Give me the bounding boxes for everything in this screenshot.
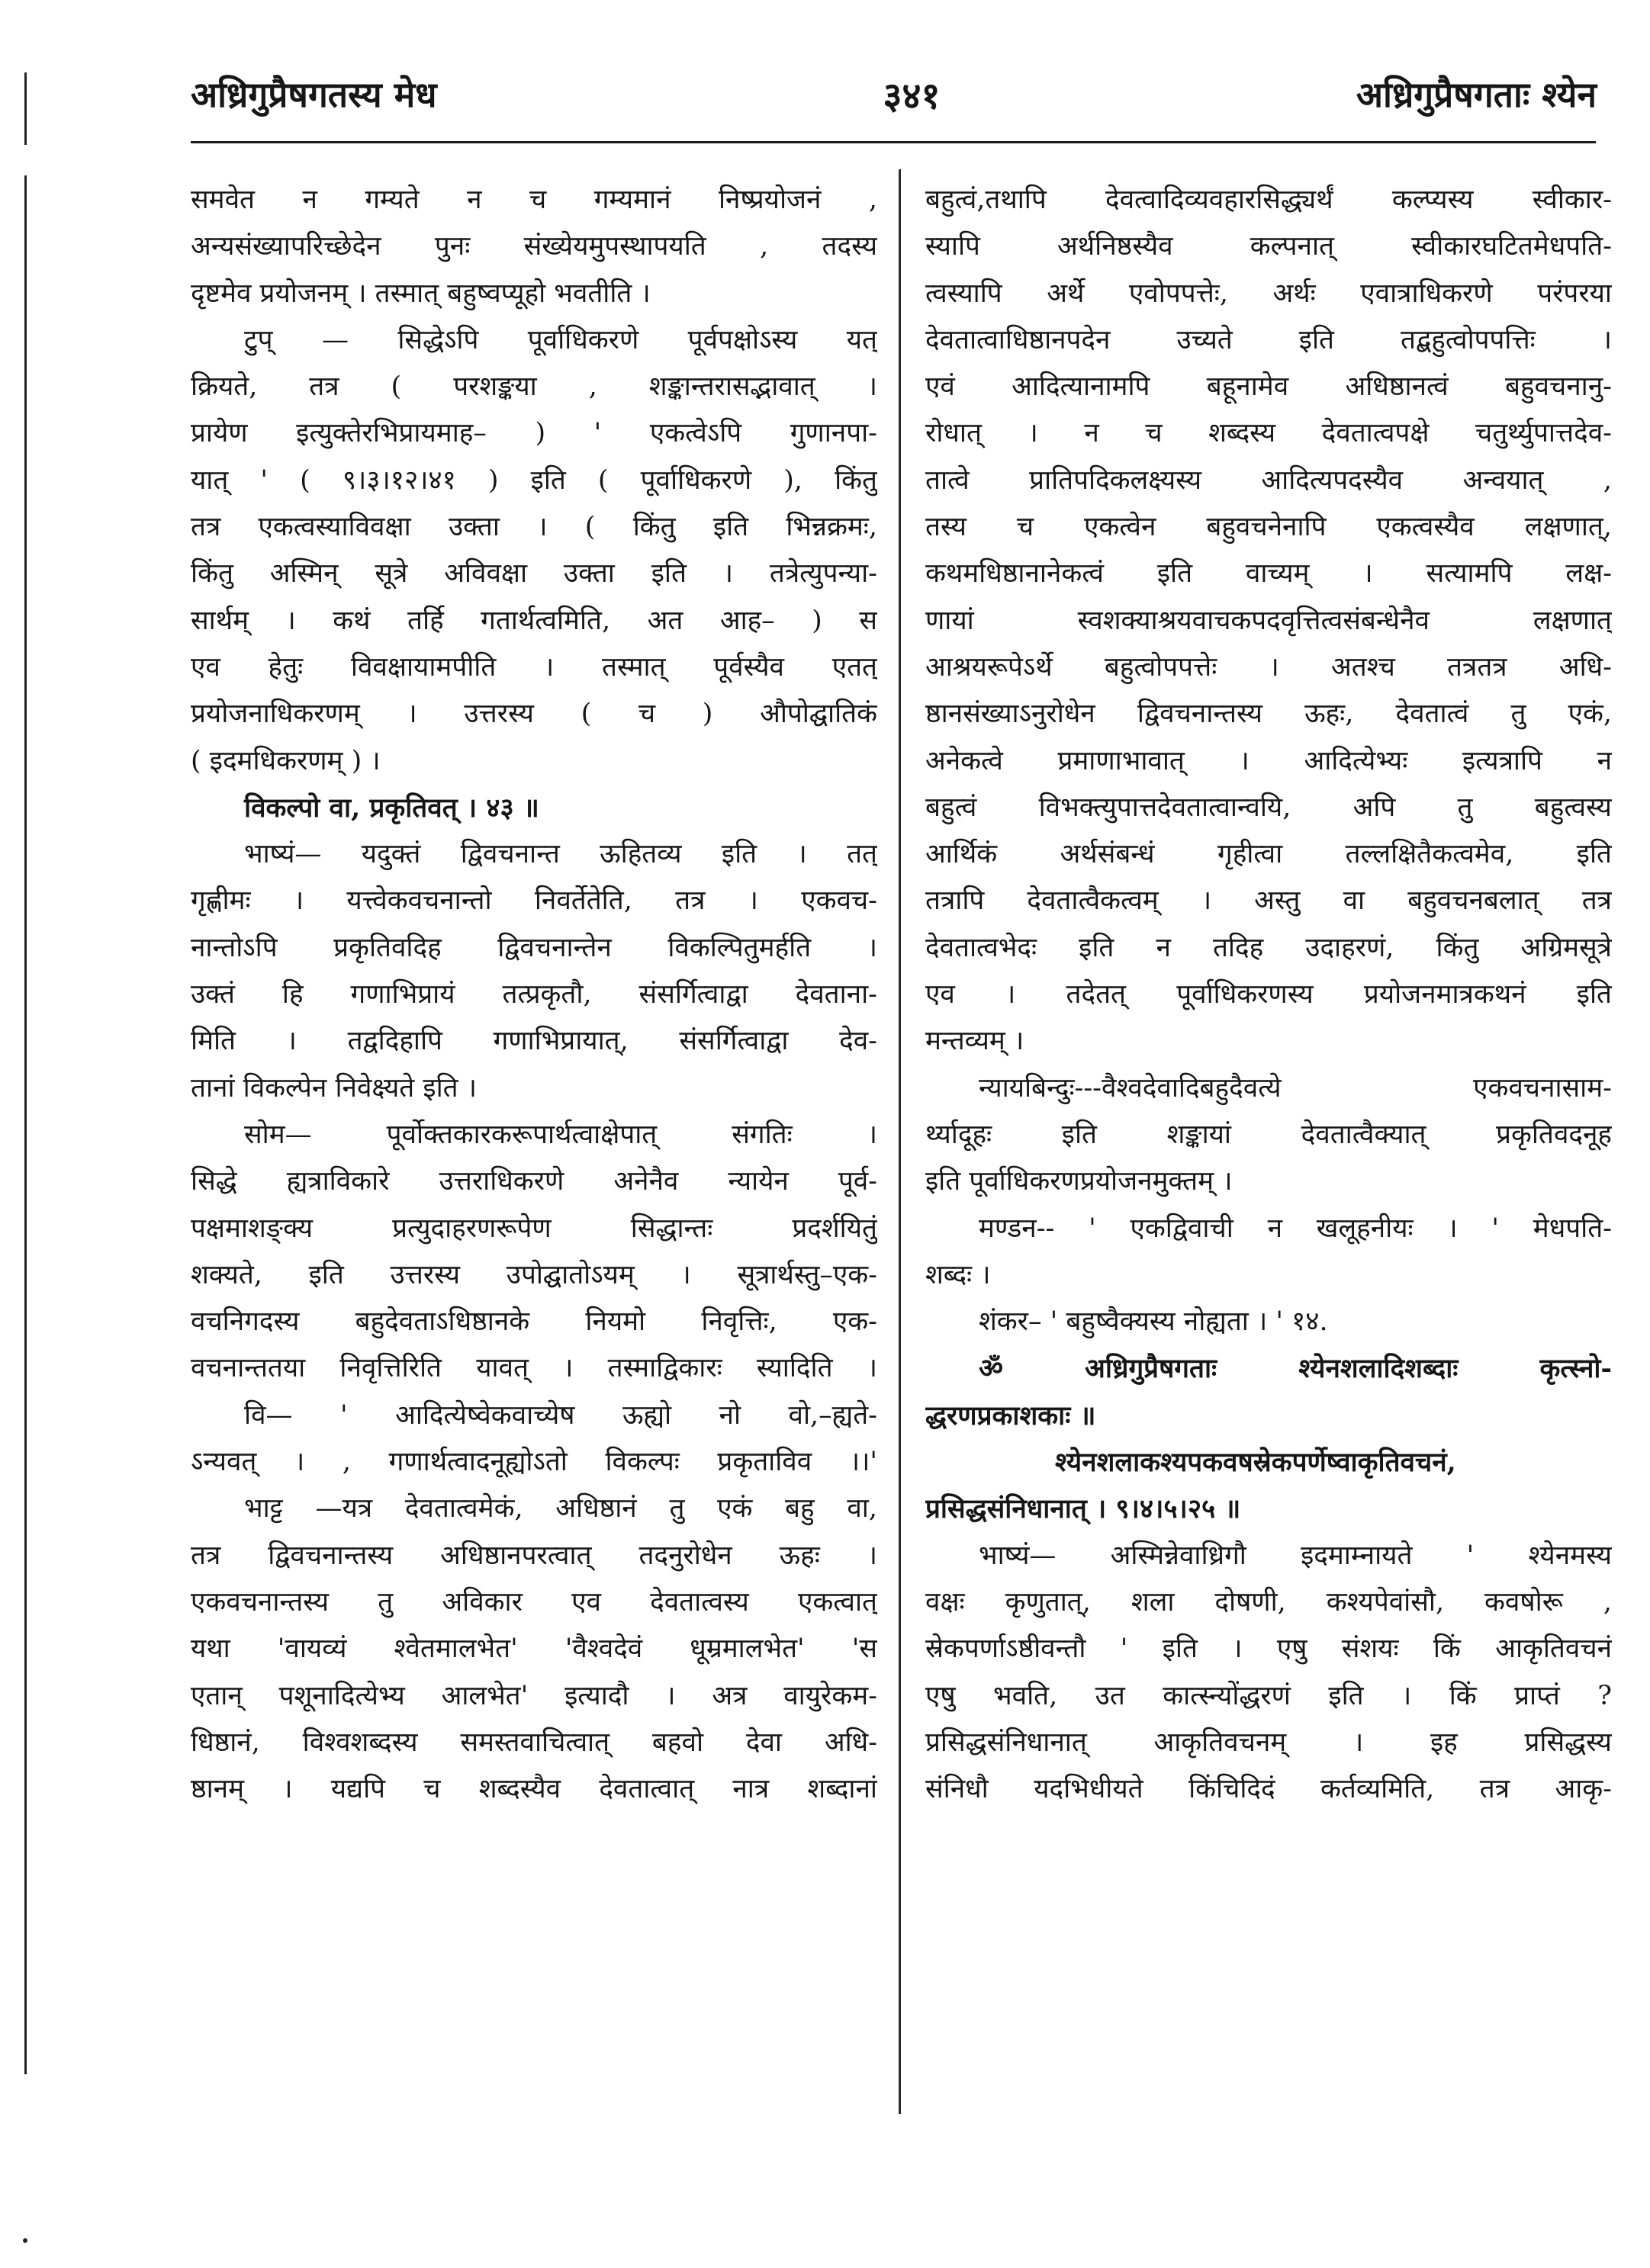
text-line: पक्षमाशङ्क्य प्रत्युदाहरणरूपेण सिद्धान्तः प्रदर्शयितुं xyxy=(191,1213,877,1244)
text-line: बहुत्वं,तथापि देवत्वादिव्यवहारसिद्ध्यर्थं कल्प्यस्य स्वीकार- xyxy=(925,185,1612,215)
text-line: भाष्यं— अस्मिन्नेवाध्रिगौ इदमाम्नायते ' श्येनमस्य xyxy=(979,1540,1612,1571)
text-line: क्रियते, तत्र ( परशङ्कया , शङ्कान्तरासद्भावात् । xyxy=(191,371,877,403)
right-column xyxy=(925,177,1612,1813)
text-line: एवं आदित्यानामपि बहूनामेव अधिष्ठानत्वं बहुवचनानु- xyxy=(925,371,1612,403)
text-line: त्वस्यापि अर्थे एवोपपत्तेः, अर्थः एवात्राधिकरणे परंपरया xyxy=(925,278,1612,309)
text-line: र्थ्यादूहः इति शङ्कायां देवतात्वैक्यात् प्रकृतिवदनूह xyxy=(925,1119,1612,1150)
text-line: अन्यसंख्यापरिच्छेदेन पुनः संख्येयमुपस्थापयति , तदस्य xyxy=(191,231,877,262)
text-line: रोधात् । न च शब्दस्य देवतात्वपक्षे चतुर्थ्युपात्तदेव- xyxy=(925,418,1612,449)
text-line: तात्वे प्रातिपदिकलक्ष्यस्य आदित्यपदस्यैव अन्वयात् , xyxy=(925,464,1612,496)
text-line: संनिधौ यदभिधीयते किंचिदिदं कर्तव्यमिति, तत्र आकृ- xyxy=(925,1774,1612,1805)
running-header xyxy=(0,0,1650,145)
adhikarana-heading: द्धरणप्रकाशकाः ॥ xyxy=(925,1399,1096,1431)
text-line: वक्षः कृणुतात्, शला दोषणी, कश्यपेवांसौ, कवषोरू , xyxy=(925,1586,1612,1617)
text-line: प्रयोजनाधिकरणम् । उत्तरस्य ( च ) औपोद्घातिकं xyxy=(191,699,877,730)
text-line: एव हेतुः विवक्षायामपीति । तस्मात् पूर्वस्यैव एतत् xyxy=(191,651,877,683)
text-line: शब्दः । xyxy=(925,1259,991,1290)
text-line: मण्डन-- ' एकद्विवाची न खलूहनीयः । ' मेधपति- xyxy=(979,1213,1612,1244)
text-line: आर्थिकं अर्थसंबन्धं गृहीत्वा तल्लक्षितैकत्वमेव, इति xyxy=(925,839,1612,870)
text-line: देवतात्वभेदः इति न तदिह उदाहरणं, किंतु अग्रिमसूत्रे xyxy=(925,932,1612,963)
text-line: यथा 'वायव्यं श्वेतमालभेत' 'वैश्वदेवं धूम्रमालभेत' 'स xyxy=(191,1634,877,1665)
text-line: धिष्ठानं, विश्वशब्दस्य समस्तवाचित्वात् बहवो देवा अधि- xyxy=(191,1727,877,1758)
text-line: गृह्णीमः । यत्त्वेकवचनान्तो निवर्तेतेति, तत्र । एकवच- xyxy=(191,885,877,917)
text-line: यात् ' ( ९।३।१२।४१ ) इति ( पूर्वाधिकरणे ), किंतु xyxy=(191,464,877,496)
text-line: स्रेकपर्णाऽष्ठीवन्तौ ' इति । एषु संशयः किं आकृतिवचनं xyxy=(925,1634,1612,1665)
header-left-title: अध्रिगुप्रैषगतस्य मेध xyxy=(191,74,437,115)
page-number: ३४१ xyxy=(883,75,941,117)
text-line: भाट्ट —यत्र देवतात्वमेकं, अधिष्ठानं तु एकं बहु वा, xyxy=(244,1493,877,1524)
text-line: एतान् पशूनादित्येभ्य आलभेत' इत्यादौ । अत्र वायुरेकम- xyxy=(191,1680,877,1711)
text-line: ष्ठानम् । यद्यपि च शब्दस्यैव देवतात्वात् नात्र शब्दानां xyxy=(191,1774,877,1805)
text-line: मिति । तद्वदिहापि गणाभिप्रायात्, संसर्गित्वाद्वा देव- xyxy=(191,1026,877,1057)
text-line: ष्ठानसंख्याऽनुरोधेन द्विवचनान्तस्य ऊहः, देवतात्वं तु एकं, xyxy=(925,699,1612,730)
text-line: सिद्धे ह्यत्राविकारे उत्तराधिकरणे अनेनैव न्यायेन पूर्व- xyxy=(191,1166,877,1197)
text-line: शंकर– ' बहुष्वैक्यस्य नोह्यता । ' १४. xyxy=(979,1306,1328,1338)
header-rule xyxy=(191,141,1596,143)
margin-mark xyxy=(24,72,27,145)
text-line: उक्तं हि गणाभिप्रायं तत्प्रकृतौ, संसर्गित्वाद्वा देवताना- xyxy=(191,979,877,1010)
text-line: प्रायेण इत्युक्तेरभिप्रायमाह– ) ' एकत्वेऽपि गुणानपा- xyxy=(191,418,877,449)
text-line: किंतु अस्मिन् सूत्रे अविवक्षा उक्ता इति । तत्रेत्युपन्या- xyxy=(191,558,877,589)
header-right-title: अध्रिगुप्रैषगताः श्येन xyxy=(1356,74,1597,115)
text-line: नान्तोऽपि प्रकृतिवदिह द्विवचनान्तेन विकल्पितुमर्हति । xyxy=(191,932,877,963)
text-line: ( इदमधिकरणम् ) । xyxy=(191,745,381,776)
column-divider xyxy=(899,169,901,2114)
margin-dot xyxy=(23,2238,27,2243)
text-line: देवतात्वाधिष्ठानपदेन उच्यते इति तद्बहुत्वोपपत्तिः । xyxy=(925,324,1612,355)
text-line: भाष्यं— यदुक्तं द्विवचनान्त ऊहितव्य इति । तत् xyxy=(244,839,877,870)
text-line: बहुत्वं विभक्त्युपात्तदेवतात्वान्वयि, अपि तु बहुत्वस्य xyxy=(925,792,1612,823)
text-line: प्रसिद्धसंनिधानात् आकृतिवचनम् । इह प्रसिद्धस्य xyxy=(925,1727,1612,1758)
text-line: तत्र एकत्वस्याविवक्षा उक्ता । ( किंतु इति भिन्नक्रमः, xyxy=(191,512,877,543)
sutra-heading: श्येनशलाकश्यपकवषस्रेकपर्णेष्वाकृतिवचनं, xyxy=(1055,1447,1456,1479)
text-line: वचनिगदस्य बहुदेवताऽधिष्ठानके नियमो निवृत्तिः, एक- xyxy=(191,1306,877,1338)
text-line: वि— ' आदित्येष्वेकवाच्येष ऊह्यो नो वो,–ह्यते- xyxy=(244,1399,877,1431)
text-line: एषु भवति, उत कात्स्न्योंद्धरणं इति । किं प्राप्तं ? xyxy=(925,1680,1612,1711)
text-line: सार्थम् । कथं तर्हि गतार्थत्वमिति, अत आह– ) स xyxy=(191,605,877,636)
text-line: णायां स्वशक्याश्रयवाचकपदवृत्तित्वसंबन्धेनैव लक्षणात् xyxy=(925,605,1612,636)
text-line: एव । तदेतत् पूर्वाधिकरणस्य प्रयोजनमात्रकथनं इति xyxy=(925,979,1612,1010)
sutra-heading: प्रसिद्धसंनिधानात् । ९।४।५।२५ ॥ xyxy=(925,1493,1241,1525)
text-line: आश्रयरूपेऽर्थे बहुत्वोपपत्तेः । अतश्च तत्रतत्र अधि- xyxy=(925,651,1612,683)
left-column xyxy=(191,177,877,1813)
text-line: अनेकत्वे प्रमाणाभावात् । आदित्येभ्यः इत्यत्रापि न xyxy=(925,745,1612,776)
text-line: तत्रापि देवतात्वैकत्वम् । अस्तु वा बहुवचनबलात् तत्र xyxy=(925,885,1612,917)
text-line: तत्र द्विवचनान्तस्य अधिष्ठानपरत्वात् तदनुरोधेन ऊहः । xyxy=(191,1540,877,1571)
text-line: शक्यते, इति उत्तरस्य उपोद्घातोऽयम् । सूत्रार्थस्तु–एक- xyxy=(191,1259,877,1290)
text-line: कथमधिष्ठानानेकत्वं इति वाच्यम् । सत्यामपि लक्ष- xyxy=(925,558,1612,589)
text-line: तस्य च एकत्वेन बहुवचनेनापि एकत्वस्यैव लक्षणात्, xyxy=(925,512,1612,543)
adhikarana-heading: ॐ अध्रिगुप्रैषगताः श्येनशलादिशब्दाः कृत्स्नो- xyxy=(979,1353,1612,1385)
text-line: वचनान्ततया निवृत्तिरिति यावत् । तस्माद्विकारः स्यादिति । xyxy=(191,1353,877,1384)
text-line: समवेत न गम्यते न च गम्यमानं निष्प्रयोजनं , xyxy=(191,185,877,215)
text-line: तानां विकल्पेन निवेक्ष्यते इति । xyxy=(191,1072,477,1103)
margin-mark xyxy=(24,175,27,2074)
text-line: सोम— पूर्वोक्तकारकरूपार्थत्वाक्षेपात् संगतिः । xyxy=(244,1119,877,1150)
text-line: दृष्टमेव प्रयोजनम् । तस्मात् बहुष्वप्यूहो भवतीति । xyxy=(191,278,651,309)
text-line: टुप् — सिद्धेऽपि पूर्वाधिकरणे पूर्वपक्षोऽस्य यत् xyxy=(244,324,877,355)
text-line: स्यापि अर्थनिष्ठस्यैव कल्पनात् स्वीकारघटितमेधपति- xyxy=(925,231,1612,262)
text-line: मन्तव्यम् । xyxy=(925,1026,1024,1057)
text-line: एकवचनान्तस्य तु अविकार एव देवतात्वस्य एकत्वात् xyxy=(191,1586,877,1617)
text-line: ऽन्यवत् । , गणार्थत्वादनूह्योऽतो विकल्पः प्रकृताविव ।।' xyxy=(191,1447,877,1478)
text-line: इति पूर्वाधिकरणप्रयोजनमुक्तम् । xyxy=(925,1166,1233,1197)
text-line: न्यायबिन्दुः---वैश्वदेवादिबहुदैवत्ये एकवचनासाम- xyxy=(979,1072,1612,1103)
sutra-heading: विकल्पो वा, प्रकृतिवत् । ४३ ॥ xyxy=(244,792,539,824)
